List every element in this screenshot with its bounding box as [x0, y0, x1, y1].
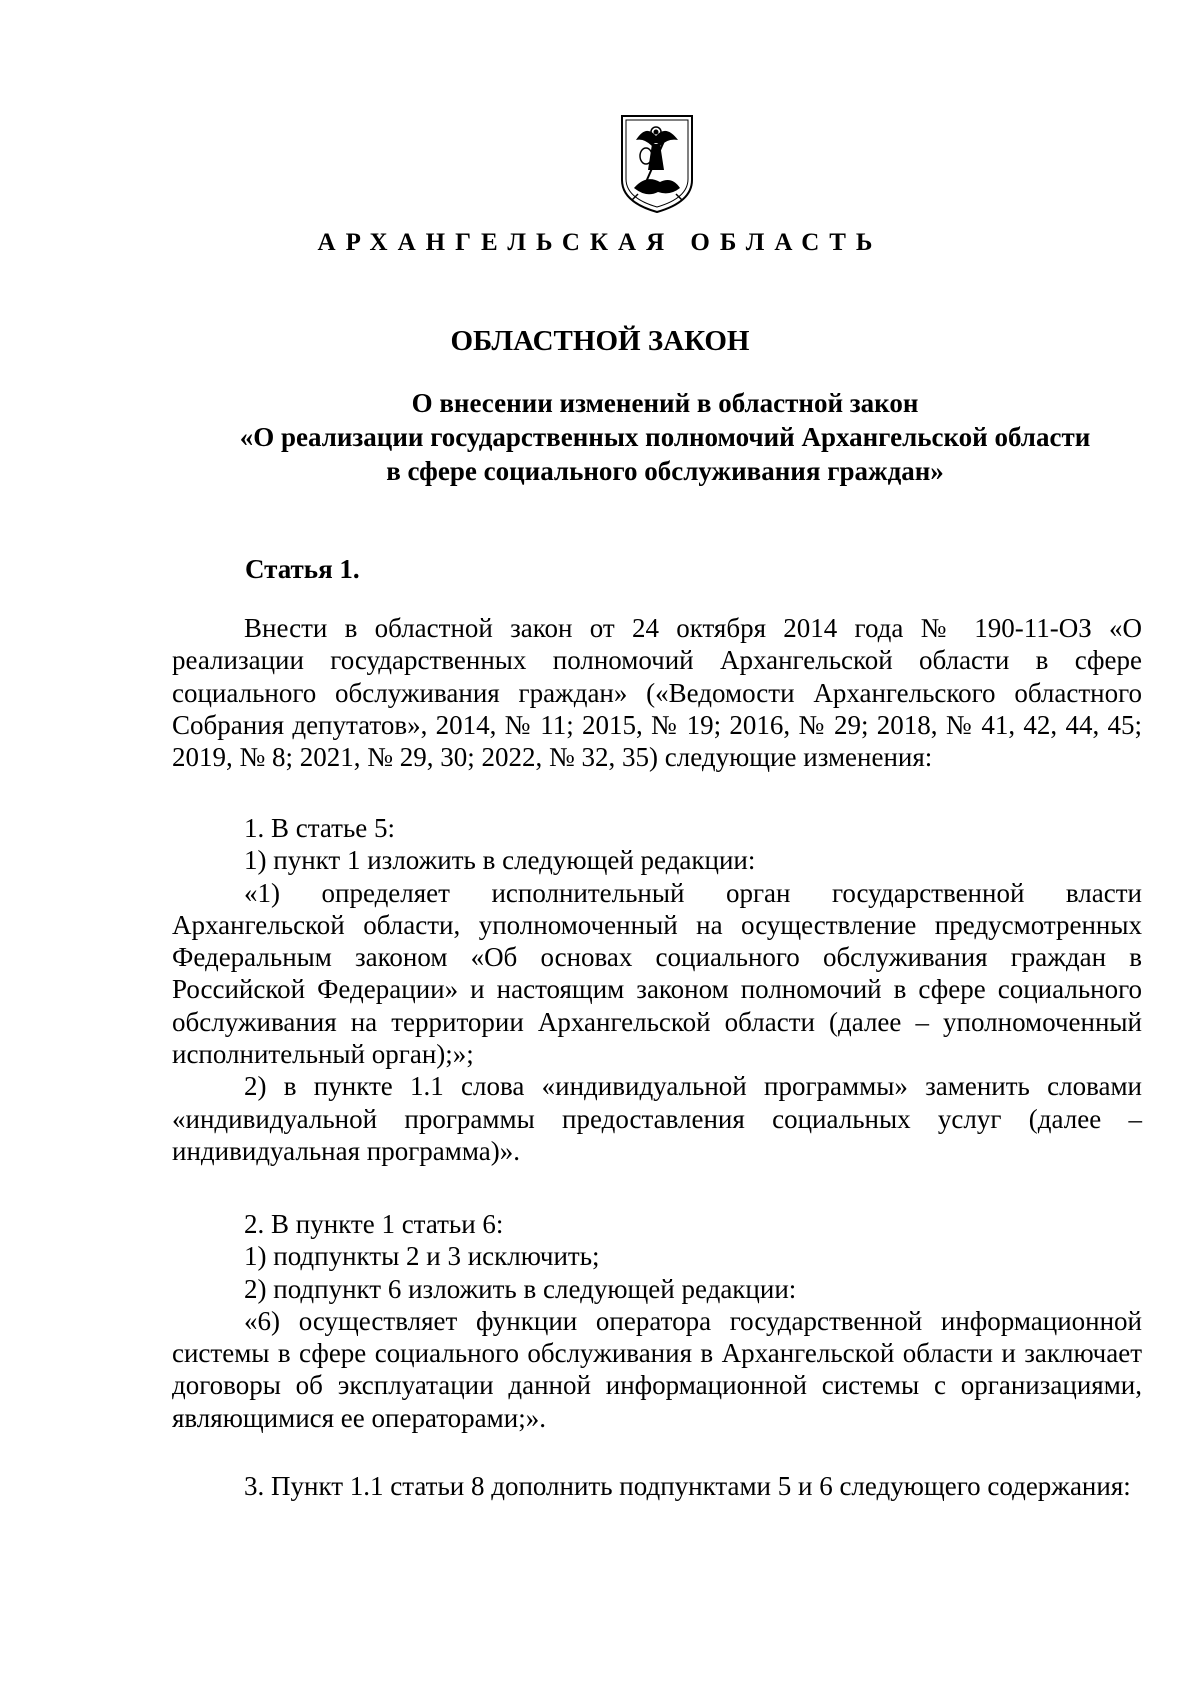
item-3-text: 3. Пункт 1.1 статьи 8 дополнить подпунктами 5 и 6 следующего содержания: [244, 1471, 1131, 1501]
region-name: АРХАНГЕЛЬСКАЯ ОБЛАСТЬ [317, 229, 883, 256]
article-intro: Внести в областной закон от 24 октября 2014 года № 190-11-ОЗ «О реализации государственных полномочий Архангельской области в сфере социального обслуживания граждан» («Ведомости Архангельского областного Собрания депутатов», 2014, № 11; 2015, № 19; 2016, № 29; 2018, № 41, 42, 44, 45; 2019, № 8; 2021, № 29, 30; 2022, № 32, 35) следующие изменения: [172, 613, 1142, 773]
title-line: «О реализации государственных полномочий Архангельской области [239, 422, 1091, 452]
document-type: ОБЛАСТНОЙ ЗАКОН [450, 325, 750, 357]
item-1-quote-1: «1) определяет исполнительный орган государственной власти Архангельской области, уполномоченный на осуществление предусмотренных Федеральным законом «Об основах социального обслуживания граждан в Российской Федерации» и настоящим законом полномочий в сфере социального обслуживания на территории Архангельской области (далее – уполномоченный исполнительный орган);»; [172, 877, 1142, 1070]
item-3-block [172, 1470, 1142, 1502]
item-2-block [172, 1208, 1142, 1434]
document-title [170, 386, 1160, 488]
item-1-block [172, 812, 1142, 1167]
title-line: О внесении изменений в областной закон [411, 388, 919, 418]
item-1-sub-2: 2) в пункте 1.1 слова «индивидуальной программы» заменить словами «индивидуальной программы предоставления социальных услуг (далее – индивидуальная программа)». [172, 1071, 1142, 1166]
item-2-sub-2: 2) подпункт 6 изложить в следующей редакции: [244, 1273, 797, 1304]
item-2-quote: «6) осуществляет функции оператора государственной информационной системы в сфере социального обслуживания в Архангельской области и заключает договоры об эксплуатации данной информационной системы с организациями, являющимися ее операторами;». [172, 1305, 1142, 1433]
item-1-sub-1: 1) пункт 1 изложить в следующей редакции: [244, 845, 756, 876]
title-line: в сфере социального обслуживания граждан» [386, 456, 944, 486]
coat-of-arms-icon [616, 110, 698, 216]
item-1-title: 1. В статье 5: [244, 813, 396, 843]
item-2-title: 2. В пункте 1 статьи 6: [244, 1209, 504, 1239]
article-heading: Статья 1. [245, 554, 360, 584]
article-intro-block [172, 612, 1142, 773]
item-2-sub-1: 1) подпункты 2 и 3 исключить; [244, 1241, 600, 1272]
